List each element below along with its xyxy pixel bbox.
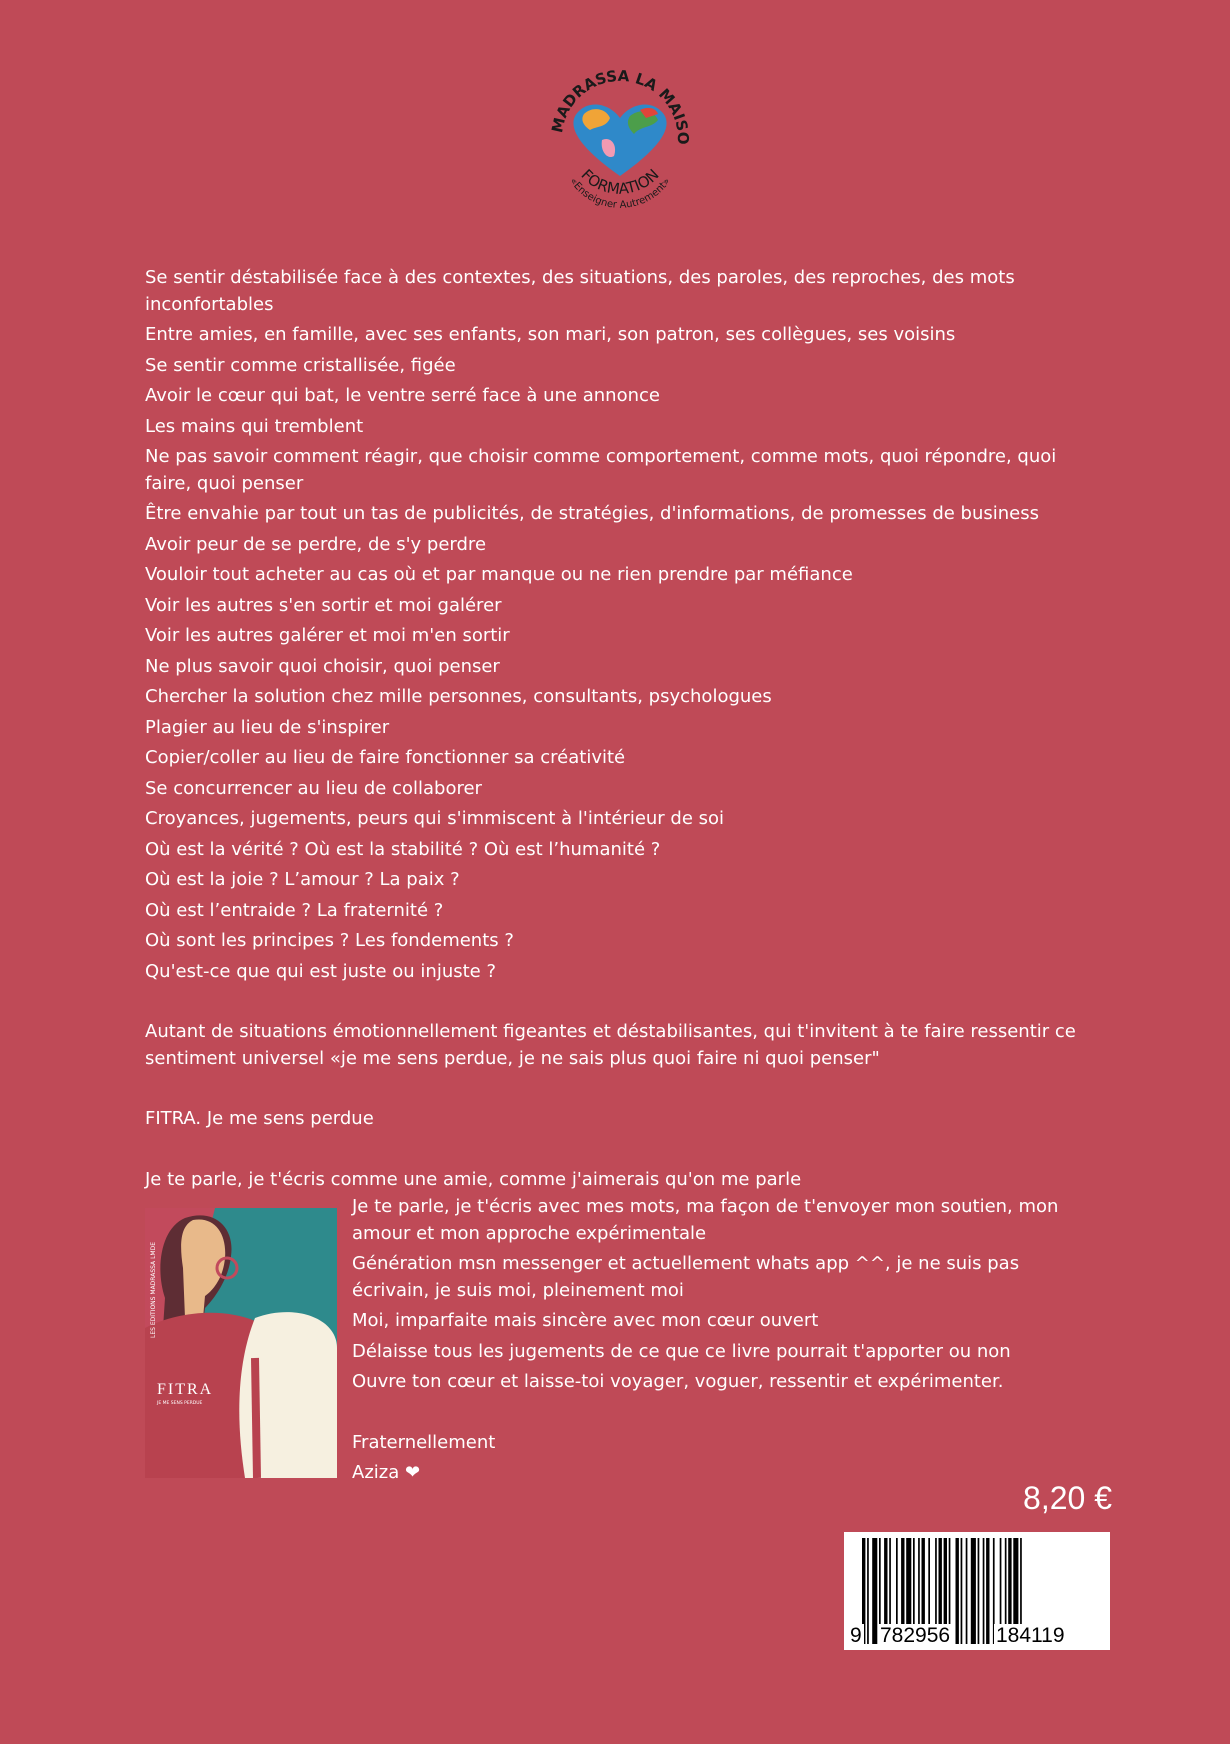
text-line: Où est la vérité ? Où est la stabilité ? Où est l’humanité ? — [145, 838, 661, 860]
text-line: Entre amies, en famille, avec ses enfants, son mari, son patron, ses collègues, ses voisins — [145, 324, 956, 345]
text-line: Être envahie par tout un tas de publicités, de stratégies, d'informations, de promesses de business — [145, 503, 1039, 524]
isbn-barcode — [844, 1532, 1110, 1650]
text-line: Délaisse tous les jugements de ce que ce livre pourrait t'apporter ou non — [352, 1340, 1011, 1362]
logo-tagline: «Enseigner Autrement» — [567, 176, 673, 211]
cover-title: FITRA — [157, 1381, 214, 1398]
text-line: Se sentir déstabilisée face à des contextes, des situations, des paroles, des reproches, des mots inconfortables — [145, 267, 1015, 315]
text-line: Où sont les principes ? Les fondements ? — [145, 930, 514, 951]
text-line: Avoir peur de se perdre, de s'y perdre — [145, 533, 487, 555]
text-line: Où est la joie ? L’amour ? La paix ? — [145, 869, 460, 890]
publisher-logo — [540, 44, 700, 224]
author-note — [352, 1194, 1082, 1491]
logo-formation-text: FORMATION — [577, 165, 663, 199]
text-line: Ne plus savoir quoi choisir, quoi penser — [145, 655, 500, 677]
barcode-digits-right: 184119 — [996, 1624, 1065, 1647]
text-line: Ouvre ton cœur et laisse-toi voyager, voguer, ressentir et expérimenter. — [352, 1371, 1004, 1392]
intro-line: Je te parle, je t'écris comme une amie, comme j'aimerais qu'on me parle — [145, 1168, 802, 1190]
text-line: Vouloir tout acheter au cas où et par manque ou ne rien prendre par méfiance — [145, 564, 853, 585]
text-line: Génération msn messenger et actuellement whats app ^^, je ne suis pas écrivain, je suis moi, pleinement moi — [352, 1253, 1020, 1301]
text-line: Se concurrencer au lieu de collaborer — [145, 777, 482, 799]
text-line: Voir les autres s'en sortir et moi galérer — [145, 594, 502, 616]
back-cover-text — [145, 265, 1095, 1197]
text-line: Je te parle, je t'écris avec mes mots, ma façon de t'envoyer mon soutien, mon amour et mon approche expérimentale — [352, 1196, 1059, 1244]
text-line: Croyances, jugements, peurs qui s'immiscent à l'intérieur de soi — [145, 808, 725, 829]
signature: Aziza ❤ — [352, 1462, 421, 1483]
text-line: Avoir le cœur qui bat, le ventre serré face à une annonce — [145, 385, 660, 406]
text-line: Chercher la solution chez mille personnes, consultants, psychologues — [145, 686, 772, 707]
closing-line: Fraternellement — [352, 1431, 496, 1453]
book-cover-image — [145, 1208, 337, 1478]
text-line: Voir les autres galérer et moi m'en sortir — [145, 625, 510, 646]
text-line: Copier/coller au lieu de faire fonctionner sa créativité — [145, 747, 626, 768]
text-line: Ne pas savoir comment réagir, que choisir comme comportement, comme mots, quoi répondre, quoi faire, quoi penser — [145, 446, 1057, 494]
summary-paragraph: Autant de situations émotionnellement figeantes et déstabilisantes, qui t'invitent à te faire ressentir ce sentiment universel «je me sens perdue, je ne sais plus quoi faire ni quoi penser" — [145, 1021, 1076, 1069]
text-line: Où est l’entraide ? La fraternité ? — [145, 899, 444, 921]
cover-spine-text: LES EDITIONS MADRASSA LMDE — [150, 1242, 157, 1338]
logo-arc-text: MADRASSA LA MAISO — [548, 66, 693, 145]
text-line: Moi, imparfaite mais sincère avec mon cœur ouvert — [352, 1310, 819, 1331]
text-line: Qu'est-ce que qui est juste ou injuste ? — [145, 960, 497, 982]
price-label: 8,20 € — [1023, 1480, 1112, 1516]
text-line: Se sentir comme cristallisée, figée — [145, 354, 456, 376]
text-line: Les mains qui tremblent — [145, 415, 364, 437]
barcode-digit-first: 9 — [850, 1624, 862, 1647]
barcode-digits-left: 782956 — [880, 1624, 951, 1647]
cover-subtitle: JE ME SENS PERDUE — [157, 1401, 203, 1406]
book-title-line: FITRA. Je me sens perdue — [145, 1108, 374, 1129]
text-line: Plagier au lieu de s'inspirer — [145, 716, 390, 738]
